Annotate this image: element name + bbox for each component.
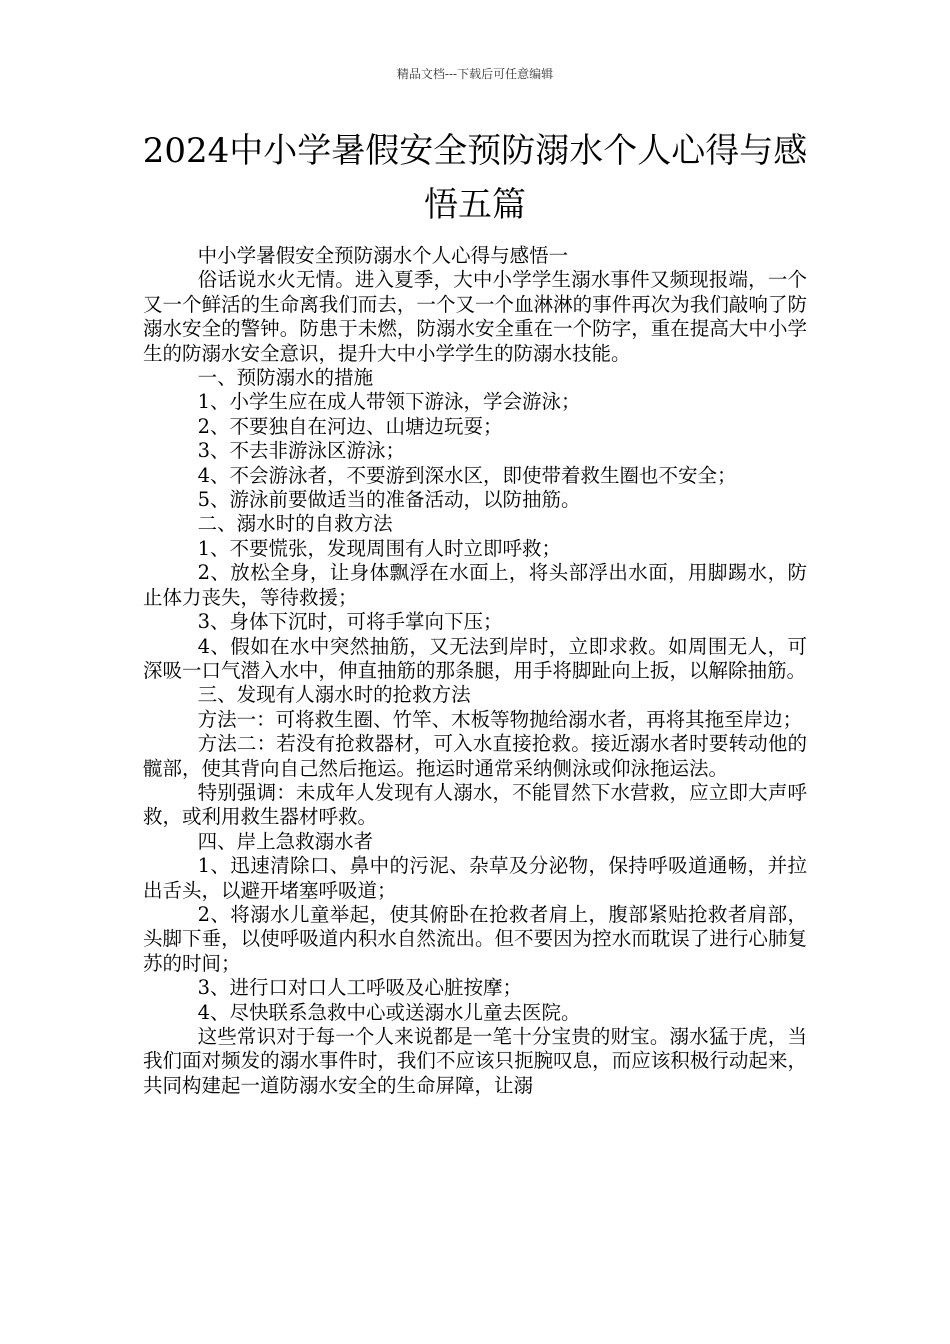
section-heading: 中小学暑假安全预防溺水个人心得与感悟一	[197, 244, 569, 267]
list-item: 2、不要独自在河边、山塘边玩耍；	[197, 414, 503, 438]
header-note: 精品文档---下载后可任意编辑	[396, 67, 554, 81]
list-item: 4、假如在水中突然抽筋，又无法到岸时，立即求救。如周围无人，可深吸一口气潜入水中，伸直抽筋的那条腿，用手将脚趾向上扳，以解除抽筋。	[143, 634, 807, 682]
section-heading: 三、发现有人溺水时的抢救方法	[197, 683, 471, 707]
list-item: 4、尽快联系急救中心或送溺水儿童去医院。	[197, 1000, 581, 1024]
body-paragraph: 这些常识对于每一个人来说都是一笔十分宝贵的财宝。溺水猛于虎，当我们面对频发的溺水事件时，我们不应该只扼腕叹息，而应该积极行动起来，共同构建起一道防溺水安全的生命屏障，让溺	[143, 1025, 807, 1097]
body-paragraph: 俗话说水火无情。进入夏季，大中小学学生溺水事件又频现报端，一个又一个鲜活的生命离我们而去，一个又一个血淋淋的事件再次为我们敲响了防溺水安全的警钟。防患于未燃，防溺水安全重在一个防字，重在提高大中小学生的防溺水安全意识，提升大中小学学生的防溺水技能。	[143, 268, 807, 365]
body-paragraph: 特别强调：未成年人发现有人溺水，不能冒然下水营救，应立即大声呼救，或利用救生器材呼救。	[143, 780, 807, 829]
section-heading: 四、岸上急救溺水者	[197, 829, 374, 853]
list-item: 3、进行口对口人工呼吸及心脏按摩；	[197, 976, 523, 1000]
document-body	[143, 244, 807, 1098]
section-heading: 一、预防溺水的措施	[197, 366, 374, 390]
list-item: 2、放松全身，让身体飘浮在水面上，将头部浮出水面，用脚踢水，防止体力丧失，等待救援；	[143, 561, 807, 609]
body-paragraph: 方法二：若没有抢救器材，可入水直接抢救。接近溺水者时要转动他的髋部，使其背向自己然后拖运。拖运时通常采纳侧泳或仰泳拖运法。	[143, 732, 807, 780]
list-item: 3、身体下沉时，可将手掌向下压；	[197, 610, 503, 634]
document-title: 2024中小学暑假安全预防溺水个人心得与感悟五篇	[142, 131, 808, 225]
list-item: 1、小学生应在成人带领下游泳，学会游泳；	[197, 390, 581, 414]
body-paragraph: 方法一：可将救生圈、竹竿、木板等物抛给溺水者，再将其拖至岸边；	[197, 707, 803, 731]
list-item: 1、不要慌张，发现周围有人时立即呼救；	[197, 536, 562, 560]
list-item: 4、不会游泳者，不要游到深水区，即使带着救生圈也不安全；	[197, 463, 737, 487]
list-item: 2、将溺水儿童举起，使其俯卧在抢救者肩上，腹部紧贴抢救者肩部，头脚下垂，以使呼吸道内积水自然流出。但不要因为控水而耽误了进行心肺复苏的时间；	[143, 902, 807, 975]
section-heading: 二、溺水时的自救方法	[197, 512, 393, 536]
list-item: 3、不去非游泳区游泳；	[197, 439, 406, 463]
list-item: 5、游泳前要做适当的准备活动，以防抽筋。	[197, 488, 581, 512]
list-item: 1、迅速清除口、鼻中的污泥、杂草及分泌物，保持呼吸道通畅，并拉出舌头，以避开堵塞呼吸道；	[143, 854, 807, 902]
